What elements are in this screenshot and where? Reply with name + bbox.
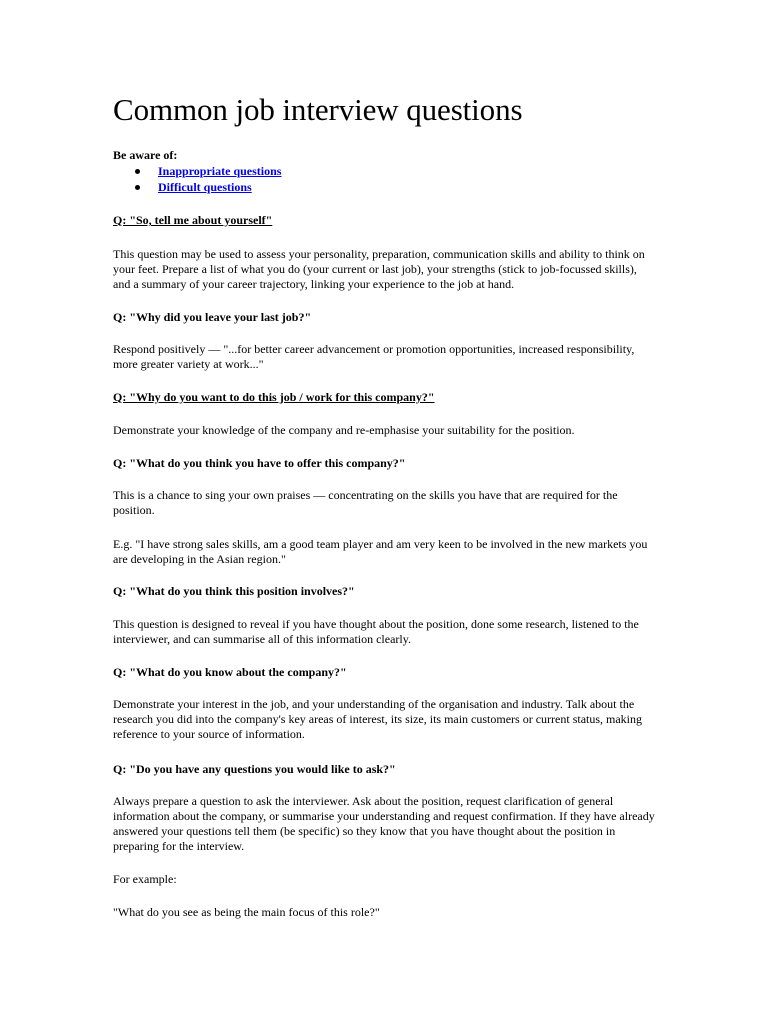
answer-paragraph: Always prepare a question to ask the interviewer. Ask about the position, request clarification of general information about the company, or summarise your understanding and request confirmation. If they have already answered your questions tell them (be specific) so they know that you have thought about the position in preparing for the interview. — [113, 794, 655, 853]
bullet-icon — [135, 185, 140, 190]
question-heading: Q: "What do you think you have to offer this company?" — [113, 456, 406, 470]
list-item — [113, 179, 281, 195]
answer-paragraph: This is a chance to sing your own praises — concentrating on the skills you have that are required for the position. — [113, 488, 618, 517]
answer-paragraph: E.g. "I have strong sales skills, am a good team player and am very keen to be involved in the new markets you are developing in the Asian region." — [113, 537, 648, 566]
question-heading: Q: "What do you know about the company?" — [113, 665, 347, 679]
answer-paragraph: Respond positively — "...for better career advancement or promotion opportunities, increased responsibility, more greater variety at work..." — [113, 342, 635, 371]
bullet-icon — [135, 169, 140, 174]
answer-paragraph: This question is designed to reveal if you have thought about the position, done some research, listened to the interviewer, and can summarise all of this information clearly. — [113, 617, 639, 646]
answer-paragraph: This question may be used to assess your personality, preparation, communication skills and ability to think on your feet. Prepare a list of what you do (your current or last job), your strengths (stick to job-focussed skills), and a summary of your career trajectory, linking your experience to the job at hand. — [113, 247, 645, 291]
answer-paragraph: For example: — [113, 872, 177, 886]
question-heading: Q: "So, tell me about yourself" — [113, 213, 273, 227]
list-item — [113, 163, 281, 179]
question-heading: Q: "Why did you leave your last job?" — [113, 310, 312, 324]
answer-paragraph: Demonstrate your knowledge of the company and re-emphasise your suitability for the position. — [113, 423, 575, 437]
difficult-questions-link[interactable]: Difficult questions — [158, 180, 252, 194]
answer-paragraph: "What do you see as being the main focus of this role?" — [113, 905, 380, 919]
aware-label: Be aware of: — [113, 148, 178, 162]
inappropriate-questions-link[interactable]: Inappropriate questions — [158, 164, 282, 178]
page-title: Common job interview questions — [113, 92, 523, 127]
question-heading: Q: "What do you think this position involves?" — [113, 584, 355, 598]
link-list — [113, 163, 281, 195]
question-heading: Q: "Why do you want to do this job / work for this company?" — [113, 390, 435, 404]
answer-paragraph: Demonstrate your interest in the job, and your understanding of the organisation and industry. Talk about the research you did into the company's key areas of interest, its size, its main customers or current status, making reference to your source of information. — [113, 697, 643, 741]
question-heading: Q: "Do you have any questions you would like to ask?" — [113, 762, 396, 776]
